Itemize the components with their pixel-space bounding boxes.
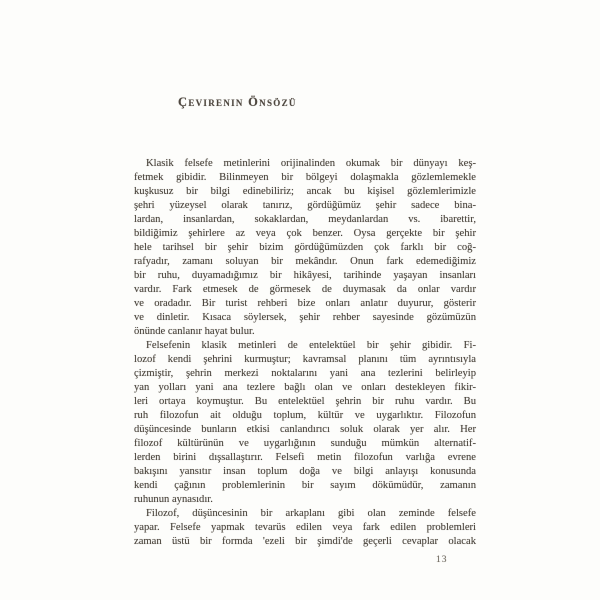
text-line: leri ortaya koymuştur. Bu entelektüel şehrin bir ruhu vardır. Bu	[134, 396, 476, 407]
paragraph	[134, 507, 476, 549]
text-line: lozof kendi şehrini kurmuştur; kavramsal planını tüm ayrıntısıyla	[134, 354, 476, 365]
text-line: fetmek gibidir. Bilinmeyen bir bölgeyi dolaşmakla gözlemlemekle	[134, 172, 476, 183]
text-line: şehri yüzeysel olarak tanırız, gördüğümüz şehir sadece bina-	[134, 200, 476, 211]
text-line: bakışını yansıtır insan toplum doğa ve bilgi anlayışı konusunda	[134, 466, 476, 477]
text-line: filozof kültürünün ve uygarlığının sunduğu mümkün alternatif-	[134, 438, 476, 449]
paragraph	[134, 339, 476, 507]
page-number: 13	[436, 555, 448, 565]
text-line: Filozof, düşüncesinin bir arkaplanı gibi olan zeminde felsefe	[146, 508, 476, 519]
text-line: yan yolları yani ana tezlere bağlı olan ve onları destekleyen fikir-	[134, 382, 476, 393]
text-line: ruhunun aynasıdır.	[134, 494, 213, 505]
text-line: vardır. Fark etmesek de görmesek de duymasak da onlar vardır	[134, 284, 476, 295]
text-line: lerden birini dışsallaştırır. Felsefi metin filozofun varlığa evrene	[134, 452, 476, 463]
text-line: Klasik felsefe metinlerini orijinalinden okumak bir dünyayı keş-	[146, 158, 476, 169]
body-text	[134, 157, 476, 549]
text-line: ruh filozofun ait olduğu toplum, kültür ve uygarlıktır. Filozofun	[134, 410, 476, 421]
chapter-heading: Çevirenin Önsözü	[178, 95, 297, 109]
text-line: ve dinletir. Kısaca söylersek, şehir rehber sayesinde gözümüzün	[134, 312, 476, 323]
text-line: hele tarihsel bir şehir bizim gördüğümüzden çok farklı bir coğ-	[134, 242, 476, 253]
text-line: önünde canlanır hayat bulur.	[134, 326, 255, 337]
text-line: lardan, insanlardan, sokaklardan, meydanlardan vs. ibarettir,	[134, 214, 476, 225]
text-line: bir ruhu, duyamadığımız bir hikâyesi, tarihinde yaşayan insanları	[134, 270, 476, 281]
text-line: Felsefenin klasik metinleri de entelektüel bir şehir gibidir. Fi-	[146, 340, 476, 351]
text-line: kendi çağının problemlerinin bir sayım dökümüdür, zamanın	[134, 480, 476, 491]
paragraph	[134, 157, 476, 339]
text-line: düşüncesinde bunların etkisi canlandırıcı soluk olarak yer alır. Her	[134, 424, 476, 435]
text-line: yapar. Felsefe yapmak tevarüs edilen veya fark edilen problemleri	[134, 522, 476, 533]
text-line: ve oradadır. Bir turist rehberi bize onları anlatır duyurur, gösterir	[134, 298, 476, 309]
text-line: rafyadır, zamanı soluyan bir mekândır. Onun fark edemediğimiz	[134, 256, 476, 267]
text-line: çizmiştir, şehrin merkezi noktalarını yani ana tezlerini belirleyip	[134, 368, 476, 379]
text-line: bildiğimiz şehirlere az veya çok benzer. Oysa gerçekte bir şehir	[134, 228, 476, 239]
text-line: zaman üstü bir formda 'ezeli bir şimdi'de geçerli cevaplar olacak	[134, 536, 476, 547]
text-line: kuşkusuz bir bilgi edinebiliriz; ancak bu kişisel gözlemlerimizle	[134, 186, 476, 197]
